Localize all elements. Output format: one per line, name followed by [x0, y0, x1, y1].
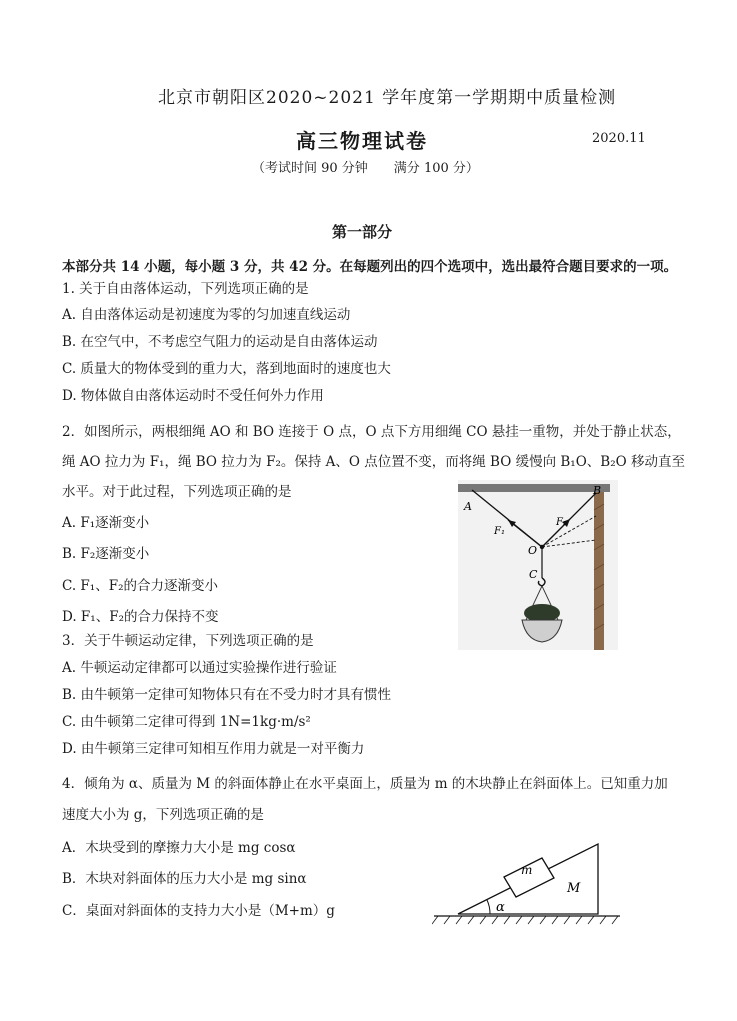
- q2-stem-line1: 2．如图所示，两根细绳 AO 和 BO 连接于 O 点，O 点下方用细绳 CO 悬挂一重物，并处于静止状态，: [62, 424, 681, 440]
- q1-option-d: D. 物体做自由落体运动时不受任何外力作用: [62, 388, 324, 404]
- q4-option-c: C．桌面对斜面体的支持力大小是（M+m）g: [62, 903, 335, 919]
- label-o: O: [528, 544, 538, 557]
- q4-stem-line2: 速度大小为 g，下列选项正确的是: [62, 807, 264, 823]
- label-alpha: α: [496, 900, 505, 915]
- q3-option-d: D. 由牛顿第三定律可知相互作用力就是一对平衡力: [62, 741, 365, 757]
- wall: [594, 492, 604, 650]
- q2-option-d: D. F₁、F₂的合力保持不变: [62, 609, 219, 625]
- school-exam-line: 北京市朝阳区2020~2021 学年度第一学期期中质量检测: [158, 88, 617, 108]
- ceiling: [458, 484, 610, 492]
- q3-stem: 3．关于牛顿运动定律，下列选项正确的是: [62, 633, 314, 649]
- section-instruction: 本部分共 14 小题，每小题 3 分，共 42 分。在每题列出的四个选项中，选出最符合题目要求的一项。: [62, 259, 678, 275]
- exam-subtitle: （考试时间 90 分钟 满分 100 分）: [252, 161, 479, 176]
- q2-stem-line2: 绳 AO 拉力为 F₁，绳 BO 拉力为 F₂。保持 A、O 点位置不变，而将绳 BO 缓慢向 B₁O、B₂O 移动直至: [62, 454, 685, 470]
- label-big-m: M: [567, 881, 581, 896]
- plant: [524, 604, 560, 622]
- q2-stem-line3: 水平。对于此过程，下列选项正确的是: [62, 484, 292, 500]
- q2-hanging-basket-figure: [458, 480, 618, 650]
- q4-stem-line1: 4．倾角为 α、质量为 M 的斜面体静止在水平桌面上，质量为 m 的木块静止在斜面体上。已知重力加: [62, 776, 668, 792]
- label-b: B: [593, 484, 602, 497]
- q1-option-c: C. 质量大的物体受到的重力大，落到地面时的速度也大: [62, 361, 391, 377]
- q2-option-a: A. F₁逐渐变小: [62, 515, 150, 531]
- q1-option-b: B. 在空气中，不考虑空气阻力的运动是自由落体运动: [62, 334, 378, 350]
- q3-option-a: A. 牛顿运动定律都可以通过实验操作进行验证: [62, 660, 337, 676]
- label-c: C: [529, 568, 538, 581]
- label-f2: F₂: [556, 517, 567, 528]
- label-m: m: [521, 863, 533, 877]
- q4-incline-figure: [432, 836, 622, 928]
- exam-date: 2020.11: [592, 131, 646, 146]
- q1-option-a: A. 自由落体运动是初速度为零的匀加速直线运动: [62, 307, 351, 323]
- page-title: 高三物理试卷: [296, 129, 428, 153]
- q4-option-a: A．木块受到的摩擦力大小是 mg cosα: [62, 840, 296, 856]
- q2-option-b: B. F₂逐渐变小: [62, 546, 150, 562]
- label-f1: F₁: [494, 526, 505, 537]
- table-hatching: [432, 916, 618, 924]
- q1-stem: 1. 关于自由落体运动，下列选项正确的是: [62, 281, 309, 297]
- q3-option-c: C. 由牛顿第二定律可得到 1N=1kg·m/s²: [62, 714, 311, 730]
- q3-option-b: B. 由牛顿第一定律可知物体只有在不受力时才具有惯性: [62, 687, 392, 703]
- label-a: A: [464, 500, 472, 513]
- q2-option-c: C. F₁、F₂的合力逐渐变小: [62, 578, 218, 594]
- q4-option-b: B．木块对斜面体的压力大小是 mg sinα: [62, 871, 307, 887]
- section-title: 第一部分: [332, 223, 393, 241]
